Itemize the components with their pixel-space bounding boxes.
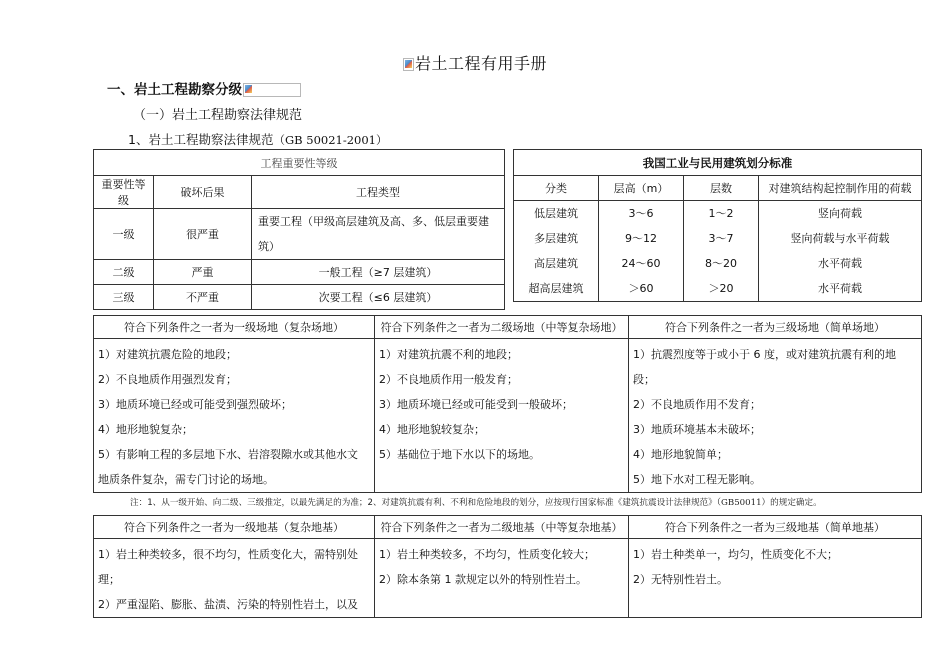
table-cell [375, 339, 629, 493]
table-header-cell: 符合下列条件之一者为一级场地（复杂场地） [94, 316, 375, 339]
cell-line: 竖向荷载 [818, 207, 862, 220]
table-row [514, 201, 922, 302]
table-header-cell: 符合下列条件之一者为二级地基（中等复杂地基） [375, 516, 629, 539]
cell-line: 低层建筑 [534, 207, 578, 220]
table-cell: 二级 [94, 260, 154, 285]
item-heading-label: 1、岩土工程勘察法律规范 [128, 132, 274, 147]
table-header-cell: 符合下列条件之一者为三级地基（简单地基） [629, 516, 922, 539]
condition-line: 2）不良地质作用一般发育； [379, 373, 518, 386]
condition-line: 地质条件复杂，需专门讨论的场地。 [98, 473, 274, 486]
cell-line: 9～12 [625, 232, 657, 245]
table-header-cell: 对建筑结构起控制作用的荷载 [759, 176, 922, 201]
cell-line: 3～7 [708, 232, 734, 245]
title-text: 岩土工程有用手册 [414, 54, 547, 73]
table-row [94, 539, 922, 618]
section-heading [107, 78, 301, 98]
condition-line: 5）地下水对工程无影响。 [633, 473, 761, 486]
table-cell: 次要工程（≤6 层建筑） [252, 285, 505, 310]
cell-line: 8～20 [705, 257, 737, 270]
table-cell [94, 339, 375, 493]
table-cell [599, 201, 684, 302]
cell-line: 水平荷载 [818, 257, 862, 270]
importance-table-caption: 工程重要性等级 [94, 150, 505, 176]
condition-line: 2）严重湿陷、膨胀、盐渍、污染的特别性岩土，以及 [98, 598, 358, 611]
condition-line: 1）对建筑抗震不利的地段； [379, 348, 518, 361]
condition-line: 1）岩土种类较多，不均匀，性质变化较大； [379, 548, 595, 561]
table-cell [375, 539, 629, 618]
cell-line: 3～6 [628, 207, 654, 220]
condition-line: 3）地质环境已经或可能受到一般破坏； [379, 398, 573, 411]
table-row [94, 285, 505, 310]
condition-line: 5）有影响工程的多层地下水、岩溶裂隙水或其他水文 [98, 448, 358, 461]
condition-line: 2）除本条第 1 款规定以外的特别性岩土。 [379, 573, 587, 586]
condition-line: 1）抗震烈度等于或小于 6 度，或对建筑抗震有利的地 [633, 348, 896, 361]
subsection-heading: （一）岩土工程勘察法律规范 [133, 108, 303, 123]
cell-line: 高层建筑 [534, 257, 578, 270]
cell-line: 1～2 [708, 207, 734, 220]
table-cell [629, 539, 922, 618]
table-cell: 三级 [94, 285, 154, 310]
section-heading-text: 一、岩土工程勘察分级 [107, 82, 242, 98]
site-classification-table [93, 315, 922, 493]
table-note [130, 496, 822, 508]
cell-line: ＞60 [628, 282, 654, 295]
standard-code: （GB 50021-2001） [273, 133, 388, 147]
document-title [0, 51, 950, 74]
cell-line: ＞20 [708, 282, 734, 295]
cell-line: 超高层建筑 [528, 282, 584, 295]
table-header-cell: 分类 [514, 176, 599, 201]
table-header-cell: 工程类型 [252, 176, 505, 209]
table-cell: 严重 [154, 260, 252, 285]
table-header-cell: 层数 [684, 176, 759, 201]
table-cell [629, 339, 922, 493]
foundation-classification-table [93, 515, 922, 618]
condition-line: 5）基础位于地下水以下的场地。 [379, 448, 540, 461]
broken-image-icon [243, 83, 301, 97]
condition-line: 1）对建筑抗震危险的地段； [98, 348, 237, 361]
table-header-cell: 符合下列条件之一者为三级场地（简单场地） [629, 316, 922, 339]
condition-line: 2）不良地质作用不发育； [633, 398, 761, 411]
table-cell [514, 201, 599, 302]
table-header-cell: 符合下列条件之一者为二级场地（中等复杂场地） [375, 316, 629, 339]
table-cell: 一级 [94, 209, 154, 260]
table-cell [684, 201, 759, 302]
table-cell: 很严重 [154, 209, 252, 260]
broken-image-icon [403, 58, 414, 71]
table-header-cell: 层高（m） [599, 176, 684, 201]
table-cell: 重要工程（甲级高层建筑及高、多、低层重要建筑） [252, 209, 505, 260]
table-cell [759, 201, 922, 302]
standard-code: （GB50011） [716, 498, 771, 508]
building-table-caption: 我国工业与民用建筑划分标准 [514, 150, 922, 176]
condition-line: 4）地形地貌复杂； [98, 423, 193, 436]
condition-line: 1）岩土种类较多，很不均匀，性质变化大，需特别处 [98, 548, 358, 561]
table-cell: 不严重 [154, 285, 252, 310]
cell-line: 多层建筑 [534, 232, 578, 245]
condition-line: 4）地形地貌较复杂； [379, 423, 485, 436]
cell-line: 水平荷载 [818, 282, 862, 295]
table-header-cell: 重要性等级 [94, 176, 154, 209]
table-cell: 一般工程（≥7 层建筑） [252, 260, 505, 285]
table-row [94, 209, 505, 260]
condition-line: 3）地质环境基本未破坏； [633, 423, 761, 436]
condition-line: 1）岩土种类单一，均匀，性质变化不大； [633, 548, 838, 561]
cell-line: 24～60 [621, 257, 661, 270]
note-text: 的规定确定。 [770, 498, 822, 508]
importance-table [93, 149, 505, 310]
table-header-cell: 破坏后果 [154, 176, 252, 209]
table-row [94, 260, 505, 285]
item-heading [128, 130, 388, 148]
table-header-cell: 符合下列条件之一者为一级地基（复杂地基） [94, 516, 375, 539]
condition-line: 2）不良地质作用强烈发育； [98, 373, 237, 386]
condition-line: 段； [633, 373, 655, 386]
building-classification-table [513, 149, 922, 302]
condition-line: 3）地质环境已经或可能受到强烈破坏； [98, 398, 292, 411]
cell-line: 竖向荷载与水平荷载 [790, 232, 890, 245]
condition-line: 理； [98, 573, 120, 586]
condition-line: 4）地形地貌简单； [633, 448, 728, 461]
condition-line: 2）无特别性岩土。 [633, 573, 728, 586]
table-row [94, 339, 922, 493]
note-text: 注：1、从一级开始、向二级、三级推定，以最先满足的为准；2、对建筑抗震有利、不利和危险地段的划分，应按现行国家标准《建筑抗震设计法律规范》 [130, 498, 717, 508]
table-cell [94, 539, 375, 618]
